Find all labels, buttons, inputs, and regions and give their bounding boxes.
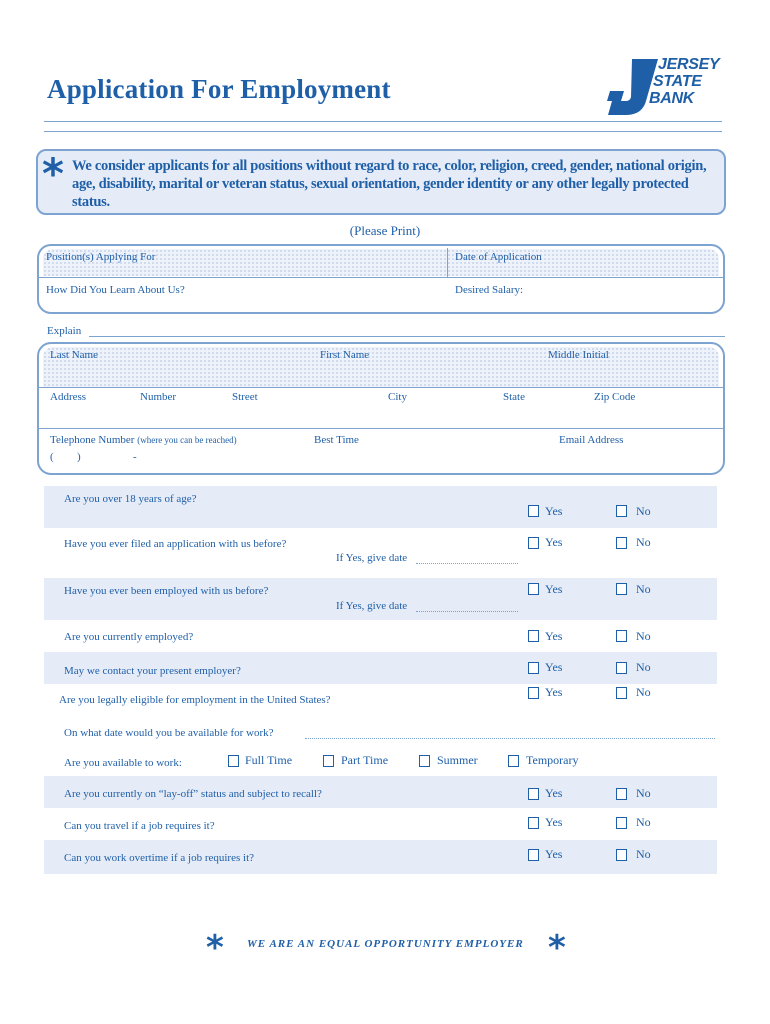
contact-employer-no-checkbox[interactable] — [616, 662, 627, 674]
email-label: Email Address — [559, 434, 624, 446]
notice-text: We consider applicants for all positions without regard to race, color, religion, creed, gender, national origin, age, disability, marital or veteran status, sexual orientation, gender identity or any other legally protected status. — [72, 158, 707, 210]
question-currently-employed: Are you currently employed? — [64, 631, 194, 643]
telephone-field[interactable] — [49, 448, 299, 468]
page-title: Application For Employment — [47, 74, 391, 104]
position-box — [37, 244, 725, 314]
employed-before-no-label: No — [636, 582, 651, 596]
equal-opportunity-notice — [36, 149, 726, 215]
question-legally-eligible: Are you legally eligible for employment in the United States? — [59, 694, 331, 706]
overtime-yes-checkbox[interactable] — [528, 849, 539, 861]
explain-field[interactable] — [89, 336, 725, 337]
logo-line-3: BANK — [649, 90, 695, 107]
desired-salary-label: Desired Salary: — [455, 284, 524, 296]
over-18-yes-label: Yes — [545, 504, 563, 518]
street-field[interactable] — [229, 404, 379, 426]
phone-paren-close: ) — [77, 451, 81, 463]
overtime-yes-label: Yes — [545, 847, 563, 861]
full-time-checkbox[interactable] — [228, 755, 239, 767]
first-name-label: First Name — [320, 349, 370, 361]
currently-employed-no-label: No — [636, 629, 651, 643]
number-label: Number — [140, 391, 177, 403]
full-time-label: Full Time — [245, 753, 293, 767]
question-over-18: Are you over 18 years of age? — [64, 493, 197, 505]
position-applying-field[interactable] — [179, 250, 441, 270]
lay-off-yes-checkbox[interactable] — [528, 788, 539, 800]
over-18-yes-checkbox[interactable] — [528, 505, 539, 517]
telephone-label — [50, 434, 237, 446]
employed-before-no-checkbox[interactable] — [616, 583, 627, 595]
question-contact-employer: May we contact your present employer? — [64, 665, 241, 677]
lay-off-yes-label: Yes — [545, 786, 563, 800]
travel-yes-checkbox[interactable] — [528, 817, 539, 829]
filed-before-no-checkbox[interactable] — [616, 537, 627, 549]
employed-before-if-yes-label: If Yes, give date — [336, 600, 408, 612]
equal-opportunity-footer: WE ARE AN EQUAL OPPORTUNITY EMPLOYER — [247, 938, 524, 950]
logo-line-1: JERSEY — [658, 56, 720, 73]
name-row-rule — [39, 387, 723, 388]
bank-logo — [606, 57, 726, 119]
summer-checkbox[interactable] — [419, 755, 430, 767]
filed-before-yes-label: Yes — [545, 535, 563, 549]
date-of-application-label: Date of Application — [455, 251, 542, 263]
question-travel: Can you travel if a job requires it? — [64, 820, 215, 832]
filed-before-date-field[interactable] — [416, 563, 518, 564]
city-label: City — [388, 391, 407, 403]
first-name-field[interactable] — [319, 362, 539, 384]
employed-before-yes-checkbox[interactable] — [528, 583, 539, 595]
over-18-no-checkbox[interactable] — [616, 505, 627, 517]
learn-about-us-label: How Did You Learn About Us? — [46, 284, 185, 296]
best-time-label: Best Time — [314, 434, 359, 446]
footer-asterisk-left-icon: * — [206, 928, 224, 968]
question-employed-before: Have you ever been employed with us before? — [64, 585, 269, 597]
city-field[interactable] — [384, 404, 494, 426]
summer-label: Summer — [437, 753, 478, 767]
zip-code-field[interactable] — [591, 404, 717, 426]
employed-before-yes-label: Yes — [545, 582, 563, 596]
currently-employed-yes-checkbox[interactable] — [528, 630, 539, 642]
address-row-rule — [39, 428, 723, 429]
legally-eligible-yes-checkbox[interactable] — [528, 687, 539, 699]
last-name-label: Last Name — [50, 349, 98, 361]
telephone-label-text: Telephone Number — [50, 434, 135, 446]
legally-eligible-yes-label: Yes — [545, 685, 563, 699]
footer-asterisk-right-icon: * — [548, 928, 566, 968]
currently-employed-yes-label: Yes — [545, 629, 563, 643]
question-available-to-work: Are you available to work: — [64, 757, 182, 769]
explain-label: Explain — [47, 325, 82, 337]
legally-eligible-no-label: No — [636, 685, 651, 699]
overtime-no-checkbox[interactable] — [616, 849, 627, 861]
logo-line-2: STATE — [653, 73, 702, 90]
personal-info-box — [37, 342, 725, 475]
middle-initial-field[interactable] — [547, 362, 717, 384]
best-time-field[interactable] — [313, 448, 543, 468]
part-time-label: Part Time — [341, 753, 389, 767]
contact-employer-yes-label: Yes — [545, 660, 563, 674]
middle-initial-label: Middle Initial — [548, 349, 609, 361]
phone-paren-open: ( — [50, 451, 54, 463]
question-lay-off: Are you currently on “lay-off” status and subject to recall? — [64, 788, 322, 800]
available-date-field[interactable] — [305, 738, 715, 739]
learn-about-us-field[interactable] — [214, 281, 444, 305]
position-row-rule — [39, 277, 723, 278]
last-name-field[interactable] — [49, 362, 309, 384]
travel-no-label: No — [636, 815, 651, 829]
employed-before-date-field[interactable] — [416, 611, 518, 612]
asterisk-icon: * — [42, 149, 64, 198]
lay-off-no-label: No — [636, 786, 651, 800]
filed-before-no-label: No — [636, 535, 651, 549]
zip-code-label: Zip Code — [594, 391, 636, 403]
over-18-no-label: No — [636, 504, 651, 518]
street-label: Street — [232, 391, 258, 403]
travel-no-checkbox[interactable] — [616, 817, 627, 829]
contact-employer-no-label: No — [636, 660, 651, 674]
travel-yes-label: Yes — [545, 815, 563, 829]
state-field[interactable] — [499, 404, 584, 426]
part-time-checkbox[interactable] — [323, 755, 334, 767]
email-field[interactable] — [554, 448, 717, 468]
phone-dash: - — [133, 451, 137, 463]
filed-before-yes-checkbox[interactable] — [528, 537, 539, 549]
desired-salary-field[interactable] — [544, 281, 719, 305]
question-overtime: Can you work overtime if a job requires it? — [64, 852, 255, 864]
state-label: State — [503, 391, 525, 403]
currently-employed-no-checkbox[interactable] — [616, 630, 627, 642]
header-rule-2 — [44, 131, 722, 132]
address-number-field[interactable] — [49, 404, 219, 426]
date-of-application-field[interactable] — [559, 250, 719, 270]
please-print-label: (Please Print) — [349, 223, 421, 238]
lay-off-no-checkbox[interactable] — [616, 788, 627, 800]
header-rule-1 — [44, 121, 722, 122]
position-divider — [447, 248, 448, 278]
temporary-label: Temporary — [526, 753, 579, 767]
contact-employer-yes-checkbox[interactable] — [528, 662, 539, 674]
legally-eligible-no-checkbox[interactable] — [616, 687, 627, 699]
question-available-date: On what date would you be available for work? — [64, 727, 274, 739]
position-applying-label: Position(s) Applying For — [46, 251, 156, 263]
question-filed-before: Have you ever filed an application with us before? — [64, 538, 287, 550]
address-label: Address — [50, 391, 87, 403]
filed-before-if-yes-label: If Yes, give date — [336, 552, 408, 564]
telephone-note: (where you can be reached) — [137, 435, 237, 445]
overtime-no-label: No — [636, 847, 651, 861]
temporary-checkbox[interactable] — [508, 755, 519, 767]
